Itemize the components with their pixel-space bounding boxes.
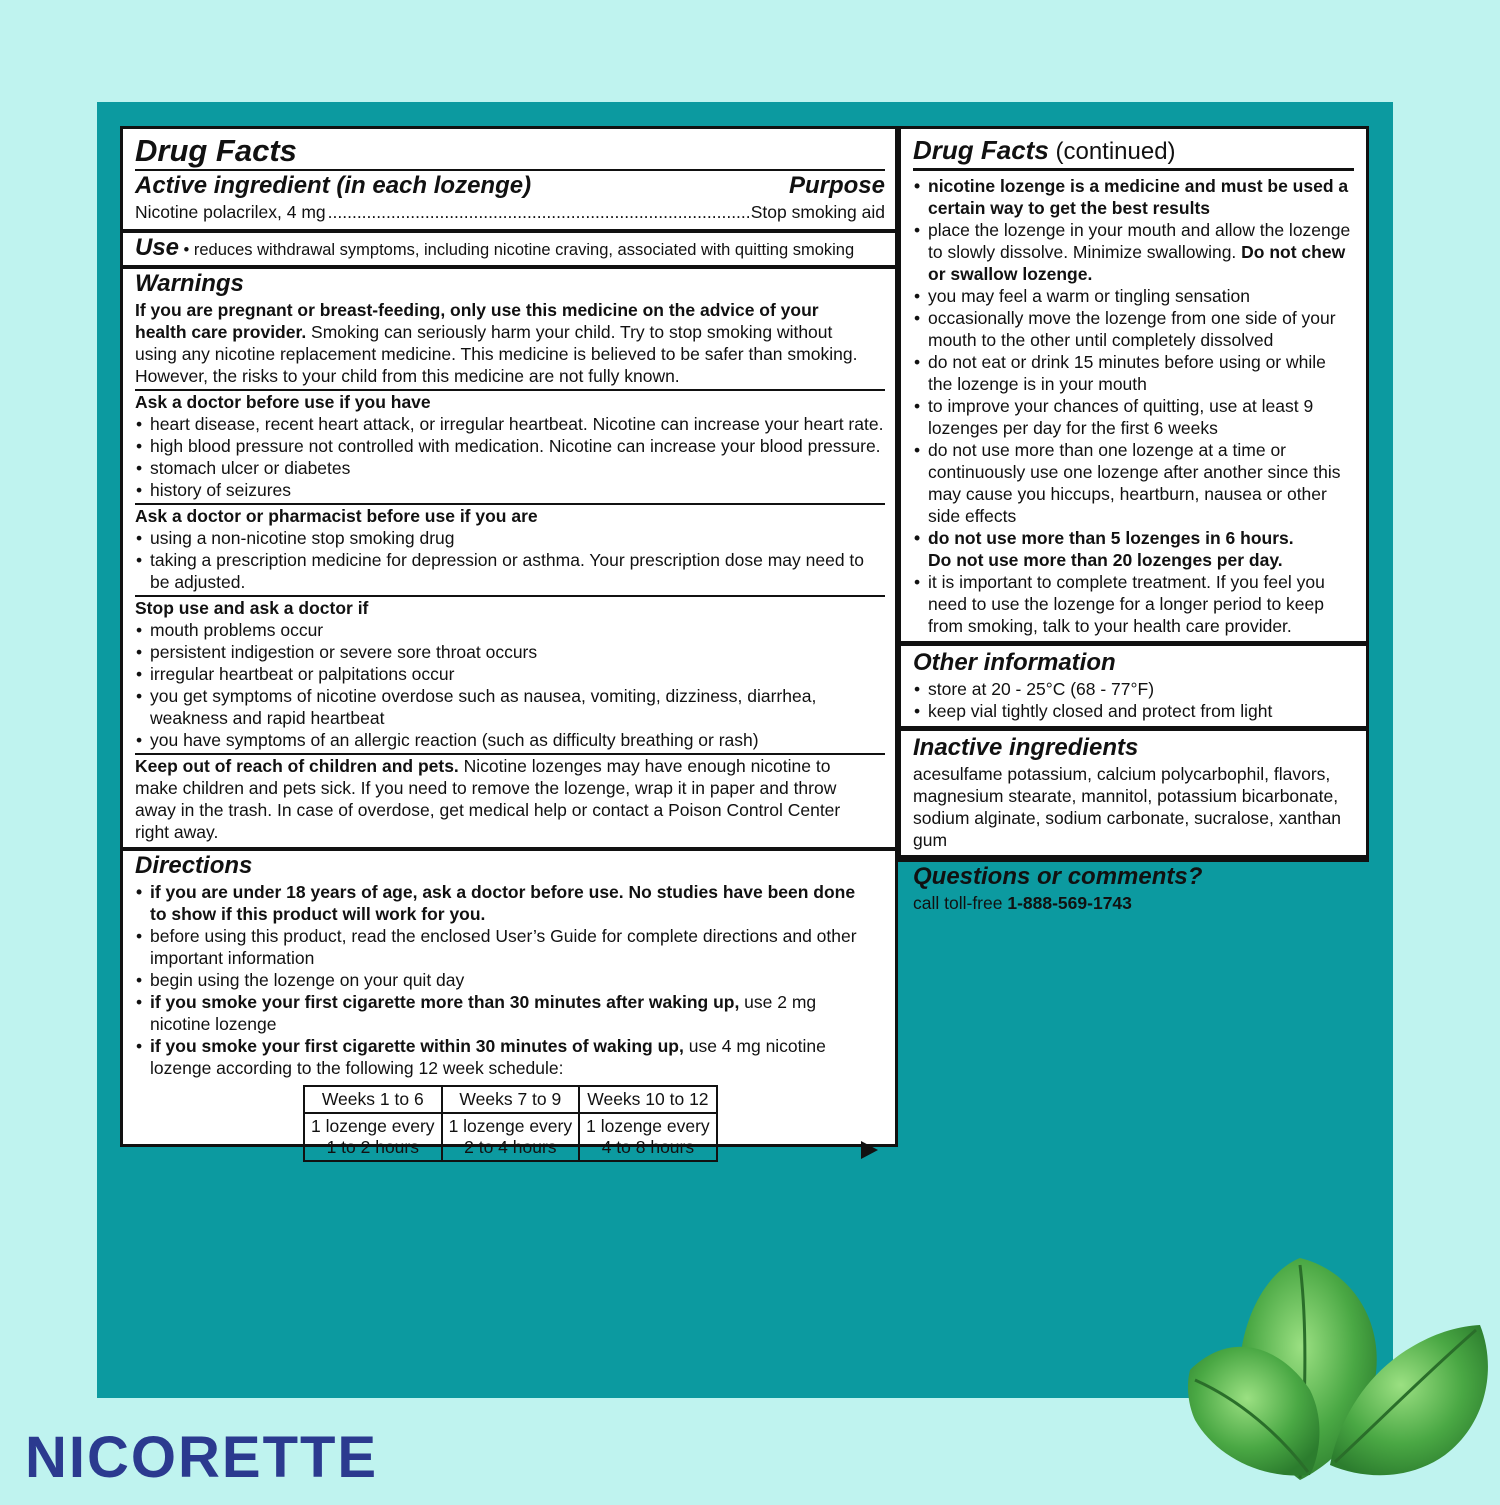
cell-line: 4 to 8 hours <box>601 1137 695 1157</box>
call-text: call toll-free <box>913 893 1008 913</box>
list-item: • you get symptoms of nicotine overdose such as nausea, vomiting, dizziness, diarrhea, weakness and rapid heartbeat <box>135 685 885 729</box>
cell-line: 1 lozenge every <box>586 1116 710 1136</box>
dir-4-bold: if you smoke your first cigarette more than 30 minutes after waking up, <box>150 992 740 1012</box>
leader-dots <box>328 201 749 223</box>
list-item <box>135 991 871 1035</box>
cell-line: 1 to 2 hours <box>326 1137 419 1157</box>
table-header-cell: Weeks 1 to 6 <box>304 1086 442 1113</box>
pregnancy-warning <box>135 299 867 387</box>
table-cell <box>579 1113 717 1161</box>
continued-title-main: Drug Facts <box>913 135 1049 165</box>
keep-out-of-reach <box>135 755 871 843</box>
ask-pharmacist-list <box>135 527 865 593</box>
list-item: • heart disease, recent heart attack, or irregular heartbeat. Nicotine can increase your heart rate. <box>135 413 885 435</box>
other-information-list <box>913 678 1354 722</box>
list-item: • using a non-nicotine stop smoking drug <box>135 527 865 549</box>
pregnancy-warning-text: Smoking can seriously harm your child. Try to stop smoking without using any nicotine replacement medicine. This medicine is believed to be safer than smoking. However, the risks to your child from this medicine are not fully known. <box>135 322 858 386</box>
list-item: • taking a prescription medicine for depression or asthma. Your prescription dose may need to be adjusted. <box>135 549 865 593</box>
ask-pharmacist-heading: Ask a doctor or pharmacist before use if you are <box>135 506 538 526</box>
drug-facts-title: Drug Facts <box>135 133 297 168</box>
cell-line: 1 lozenge every <box>448 1116 573 1136</box>
use-text: • reduces withdrawal symptoms, including nicotine craving, associated with quitting smoking <box>183 241 855 259</box>
purpose-heading: Purpose <box>788 172 885 199</box>
keep-out-text: Nicotine lozenges may have enough nicotine to make children and pets sick. If you need to remove the lozenge, wrap it in paper and throw away in the trash. In case of overdose, get medical help or contact a Poison Control Center right away. <box>135 756 841 842</box>
list-item: • history of seizures <box>135 479 885 501</box>
dir-5-bold: if you smoke your first cigarette within 30 minutes of waking up, <box>150 1036 684 1056</box>
active-ingredient-heading: Active ingredient (in each lozenge) <box>135 172 532 199</box>
list-item: • nicotine lozenge is a medicine and must be used a certain way to get the best results <box>913 175 1354 219</box>
cell-line: 1 lozenge every <box>311 1116 435 1136</box>
list-item: • do not use more than one lozenge at a time or continuously use one lozenge after another since this may cause you hiccups, heartburn, nausea or other side effects <box>913 439 1354 527</box>
table-header-cell: Weeks 10 to 12 <box>579 1086 717 1113</box>
list-item: • it is important to complete treatment. If you feel you need to use the lozenge for a longer period to keep from smoking, talk to your health care provider. <box>913 571 1354 637</box>
directions-list <box>135 881 871 1079</box>
table-row <box>304 1113 717 1161</box>
list-item: • you have symptoms of an allergic reaction (such as difficulty breathing or rash) <box>135 729 885 751</box>
ask-doctor-list <box>135 413 885 501</box>
table-cell <box>304 1113 442 1161</box>
list-item: • stomach ulcer or diabetes <box>135 457 885 479</box>
item-8-line-a: do not use more than 5 lozenges in 6 hours. <box>928 528 1294 548</box>
usage-list <box>913 175 1354 637</box>
list-item: • store at 20 - 25°C (68 - 77°F) <box>913 678 1354 700</box>
table-cell <box>442 1113 580 1161</box>
list-item: • begin using the lozenge on your quit day <box>135 969 871 991</box>
stop-use-list <box>135 619 885 751</box>
ingredient-name: Nicotine polacrilex, 4 mg <box>135 202 326 222</box>
inactive-ingredients-heading: Inactive ingredients <box>913 734 1139 761</box>
table-header-cell: Weeks 7 to 9 <box>442 1086 580 1113</box>
questions-heading: Questions or comments? <box>913 863 1203 890</box>
list-item <box>913 527 1354 571</box>
item-2-text: place the lozenge in your mouth and allow the lozenge to slowly dissolve. Minimize swallowing. <box>928 220 1351 262</box>
toll-free-line <box>913 892 1354 914</box>
list-item: • do not eat or drink 15 minutes before using or while the lozenge is in your mouth <box>913 351 1354 395</box>
use-section <box>135 233 885 263</box>
list-item: • you may feel a warm or tingling sensation <box>913 285 1354 307</box>
list-item <box>135 1035 871 1079</box>
list-item: • before using this product, read the enclosed User’s Guide for complete directions and other important information <box>135 925 871 969</box>
dosing-schedule-table <box>303 1085 718 1162</box>
other-information-heading: Other information <box>913 649 1116 676</box>
ask-doctor-heading: Ask a doctor before use if you have <box>135 392 431 412</box>
ingredient-row <box>135 201 885 223</box>
list-item: • if you are under 18 years of age, ask a doctor before use. No studies have been done to show if this product will work for you. <box>135 881 871 925</box>
list-item: • keep vial tightly closed and protect from light <box>913 700 1354 722</box>
drug-facts-continued-panel <box>898 126 1369 913</box>
mint-leaves-icon <box>1180 1250 1500 1500</box>
directions-heading: Directions <box>135 852 253 879</box>
warnings-heading: Warnings <box>135 270 244 297</box>
nicorette-logo: NICORETTE <box>25 1425 379 1490</box>
cell-line: 2 to 4 hours <box>464 1137 557 1157</box>
dir-4-text: use 2 mg nicotine lozenge <box>150 992 817 1034</box>
dir-5-text: use 4 mg nicotine lozenge according to the following 12 week schedule: <box>150 1036 826 1078</box>
list-item <box>913 219 1354 285</box>
list-item: • occasionally move the lozenge from one side of your mouth to the other until completely dissolved <box>913 307 1354 351</box>
active-ingredient-header-row <box>135 171 885 201</box>
list-item: • irregular heartbeat or palpitations occur <box>135 663 885 685</box>
phone-number: 1-888-569-1743 <box>1007 893 1132 913</box>
keep-out-bold: Keep out of reach of children and pets. <box>135 756 459 776</box>
list-item: • to improve your chances of quitting, use at least 9 lozenges per day for the first 6 weeks <box>913 395 1354 439</box>
continued-title-suffix: (continued) <box>1048 138 1176 165</box>
play-triangle-icon <box>859 1140 879 1160</box>
drug-facts-panel <box>120 126 898 1157</box>
pregnancy-warning-bold: If you are pregnant or breast-feeding, only use this medicine on the advice of your health care provider. <box>135 300 819 342</box>
continued-title <box>913 135 1354 171</box>
list-item: • high blood pressure not controlled with medication. Nicotine can increase your blood pressure. <box>135 435 885 457</box>
use-heading: Use <box>135 234 180 261</box>
ingredient-purpose: Stop smoking aid <box>750 202 885 222</box>
item-8-line-b: Do not use more than 20 lozenges per day. <box>928 550 1283 570</box>
inactive-ingredients-text: acesulfame potassium, calcium polycarbophil, flavors, magnesium stearate, mannitol, potassium bicarbonate, sodium alginate, sodium carbonate, sucralose, xanthan gum <box>913 764 1342 850</box>
table-row <box>304 1086 717 1113</box>
stop-use-heading: Stop use and ask a doctor if <box>135 598 369 618</box>
item-2-bold: Do not chew or swallow lozenge. <box>928 242 1346 284</box>
list-item: • mouth problems occur <box>135 619 885 641</box>
list-item: • persistent indigestion or severe sore throat occurs <box>135 641 885 663</box>
